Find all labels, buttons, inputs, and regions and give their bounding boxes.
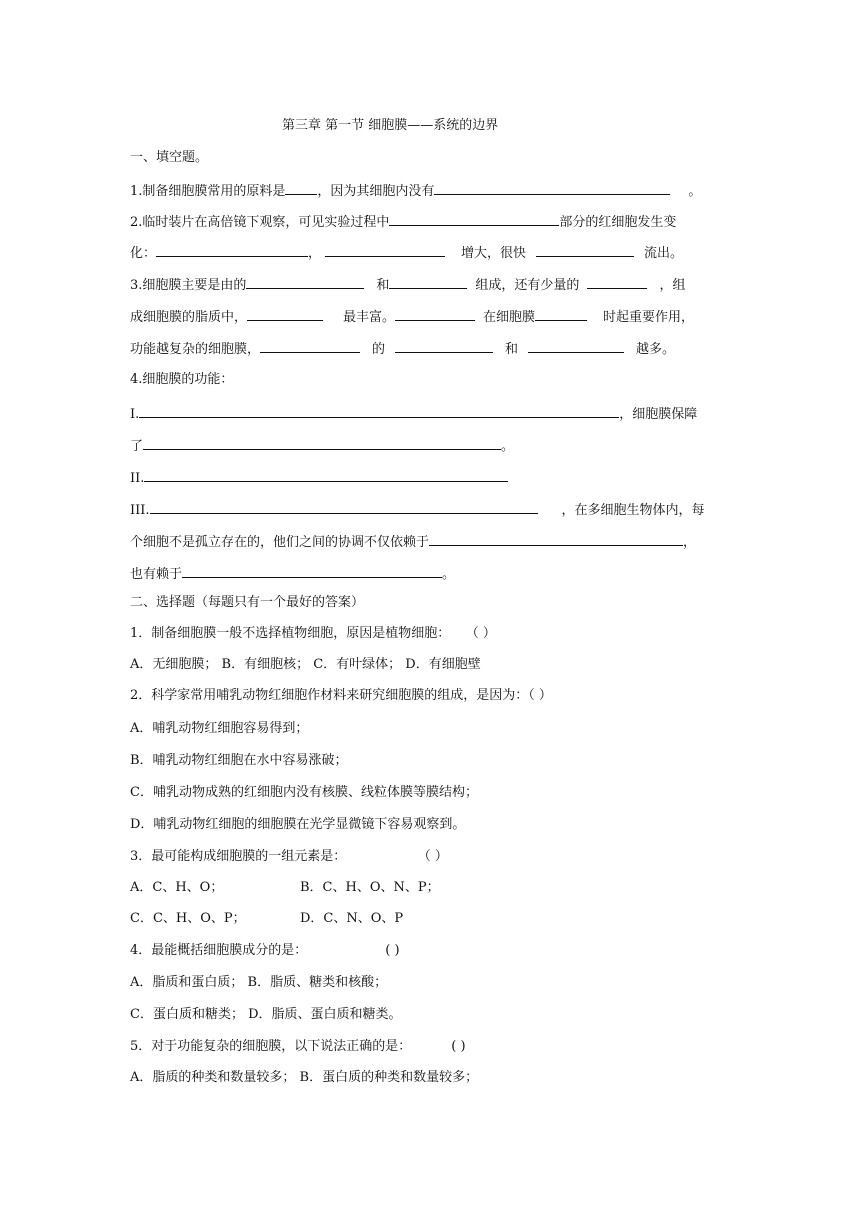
c3-option-c: C．C、H、O、P；: [130, 911, 246, 926]
fill-question-2-line-1: [130, 211, 676, 229]
q3-text-c: 组成，还有少量的: [475, 278, 580, 293]
choice-question-3: [130, 848, 448, 866]
q3-blank-5[interactable]: [395, 306, 475, 321]
c5-question: 5．对于功能复杂的细胞膜，以下说法正确的是：: [130, 1039, 412, 1054]
fill-question-1: [130, 180, 701, 198]
choice-question-1: [130, 625, 496, 643]
q4-iii2-tail: ，: [683, 535, 697, 550]
q4-ii-label: II.: [130, 471, 145, 486]
c3-question: 3．最可能构成细胞膜的一组元素是：: [130, 849, 347, 864]
q3-text-h: 时起重要作用，: [603, 310, 695, 325]
q3-text-k: 和: [505, 342, 519, 357]
q3-blank-3[interactable]: [587, 274, 647, 289]
q4-i2-tail: 。: [501, 439, 515, 454]
q3-blank-4[interactable]: [247, 306, 323, 321]
q4-blank-4[interactable]: [150, 499, 538, 514]
q3-blank-6[interactable]: [535, 306, 587, 321]
q4-i-tail: ，细胞膜保障: [619, 407, 698, 422]
c2-option-c: C．哺乳动物成熟的红细胞内没有核膜、线粒体膜等膜结构；: [130, 785, 478, 800]
choice-question-4: [130, 942, 400, 960]
q3-text-b: 和: [376, 278, 390, 293]
q1-text-a: 1.制备细胞膜常用的原料是: [130, 184, 286, 199]
c3-options-ab: [130, 879, 440, 897]
choice-question-5: [130, 1038, 466, 1056]
q4-iii-tail: ，在多细胞生物体内，每: [561, 503, 705, 518]
q4-blank-2[interactable]: [143, 435, 501, 450]
q4-iii3-text: 也有赖于: [130, 567, 183, 582]
c5-answer-paren[interactable]: ( ): [451, 1039, 466, 1054]
q4-blank-3[interactable]: [144, 467, 508, 482]
c3-option-b: B．C、H、O、N、P；: [300, 880, 440, 895]
q2-blank-3[interactable]: [325, 242, 445, 257]
c3-answer-paren[interactable]: （ ）: [424, 849, 448, 864]
page-title: 第三章 第一节 细胞膜——系统的边界: [282, 118, 499, 133]
choice-question-2: 2．科学家常用哺乳动物红细胞作材料来研究细胞膜的组成，是因为：（ ）: [130, 688, 552, 703]
c3-option-a: A．C、H、O；: [130, 880, 224, 895]
q4-blank-6[interactable]: [182, 563, 442, 578]
fill-question-4-heading: 4.细胞膜的功能：: [130, 372, 234, 387]
q3-text-f: 最丰富。: [343, 310, 396, 325]
c4-options-ab: A．脂质和蛋白质； B．脂质、糖类和核酸；: [130, 975, 388, 990]
fill-question-4-item-i: [130, 403, 697, 421]
q2-text-c: 化：: [130, 246, 157, 261]
c1-options: A．无细胞膜； B．有细胞核； C．有叶绿体； D．有细胞壁: [130, 657, 481, 672]
q3-text-j: 的: [372, 342, 386, 357]
q4-iii2-text: 个细胞不是孤立存在的，他们之间的协调不仅依赖于: [130, 535, 430, 550]
q3-blank-9[interactable]: [528, 338, 624, 353]
q3-blank-8[interactable]: [395, 338, 493, 353]
q2-blank-4[interactable]: [536, 242, 634, 257]
q2-blank-1[interactable]: [389, 211, 559, 226]
fill-question-4-item-iii-cont-2: [130, 563, 455, 581]
fill-question-4-item-ii: [130, 467, 508, 485]
section-choice-heading: 二、选择题（每题只有一个最好的答案）: [130, 595, 365, 610]
c1-question: 1．制备细胞膜一般不选择植物细胞，原因是植物细胞：: [130, 626, 451, 641]
q2-text-a: 2.临时装片在高倍镜下观察，可见实验过程中: [130, 215, 390, 230]
q4-blank-5[interactable]: [429, 531, 683, 546]
q2-text-e: 增大，很快: [461, 246, 527, 261]
c3-option-d: D．C、N、O、P: [300, 911, 404, 926]
q4-i-label: I.: [130, 407, 140, 422]
c1-answer-paren[interactable]: （ ）: [472, 626, 496, 641]
c5-options-ab: A．脂质的种类和数量较多； B．蛋白质的种类和数量较多；: [130, 1070, 479, 1085]
q3-text-a: 3.细胞膜主要是由的: [130, 278, 247, 293]
q2-blank-2[interactable]: [156, 242, 308, 257]
q3-blank-7[interactable]: [260, 338, 360, 353]
c2-option-d: D．哺乳动物红细胞的细胞膜在光学显微镜下容易观察到。: [130, 817, 466, 832]
q3-text-e: 成细胞膜的脂质中，: [130, 310, 248, 325]
q1-blank-1[interactable]: [285, 180, 317, 195]
q3-text-g: 在细胞膜: [483, 310, 536, 325]
c4-question: 4．最能概括细胞膜成分的是：: [130, 943, 308, 958]
c3-options-cd: [130, 910, 403, 928]
q3-text-d: ，组: [659, 278, 686, 293]
fill-question-3-line-1: [130, 274, 685, 292]
q3-text-l: 越多。: [636, 342, 676, 357]
c2-option-a: A．哺乳动物红细胞容易得到；: [130, 721, 309, 736]
fill-question-4-item-iii: [130, 499, 705, 517]
c4-options-cd: C．蛋白质和糖类； D．脂质、蛋白质和糖类。: [130, 1007, 402, 1022]
c4-answer-paren[interactable]: ( ): [385, 943, 400, 958]
c2-option-b: B．哺乳动物红细胞在水中容易涨破；: [130, 753, 348, 768]
fill-question-2-line-2: [130, 242, 683, 260]
q3-blank-1[interactable]: [246, 274, 364, 289]
fill-question-4-item-iii-cont-1: [130, 531, 696, 549]
q4-blank-1[interactable]: [139, 403, 619, 418]
fill-question-3-line-2: [130, 306, 694, 324]
q1-text-c: 。: [688, 184, 702, 199]
fill-question-4-item-i-cont: [130, 435, 514, 453]
section-fill-in-heading: 一、填空题。: [130, 150, 209, 165]
q4-iii3-tail: 。: [442, 567, 456, 582]
q1-blank-2[interactable]: [434, 180, 670, 195]
q2-text-b: 部分的红细胞发生变: [559, 215, 677, 230]
fill-question-3-line-3: [130, 338, 675, 356]
q1-text-b: ，因为其细胞内没有: [317, 184, 435, 199]
q2-text-f: 流出。: [644, 246, 684, 261]
q4-i2-label: 了: [130, 439, 144, 454]
q2-text-d: ，: [308, 246, 322, 261]
q3-text-i: 功能越复杂的细胞膜，: [130, 342, 261, 357]
q3-blank-2[interactable]: [389, 274, 467, 289]
q4-iii-label: III.: [130, 503, 150, 518]
